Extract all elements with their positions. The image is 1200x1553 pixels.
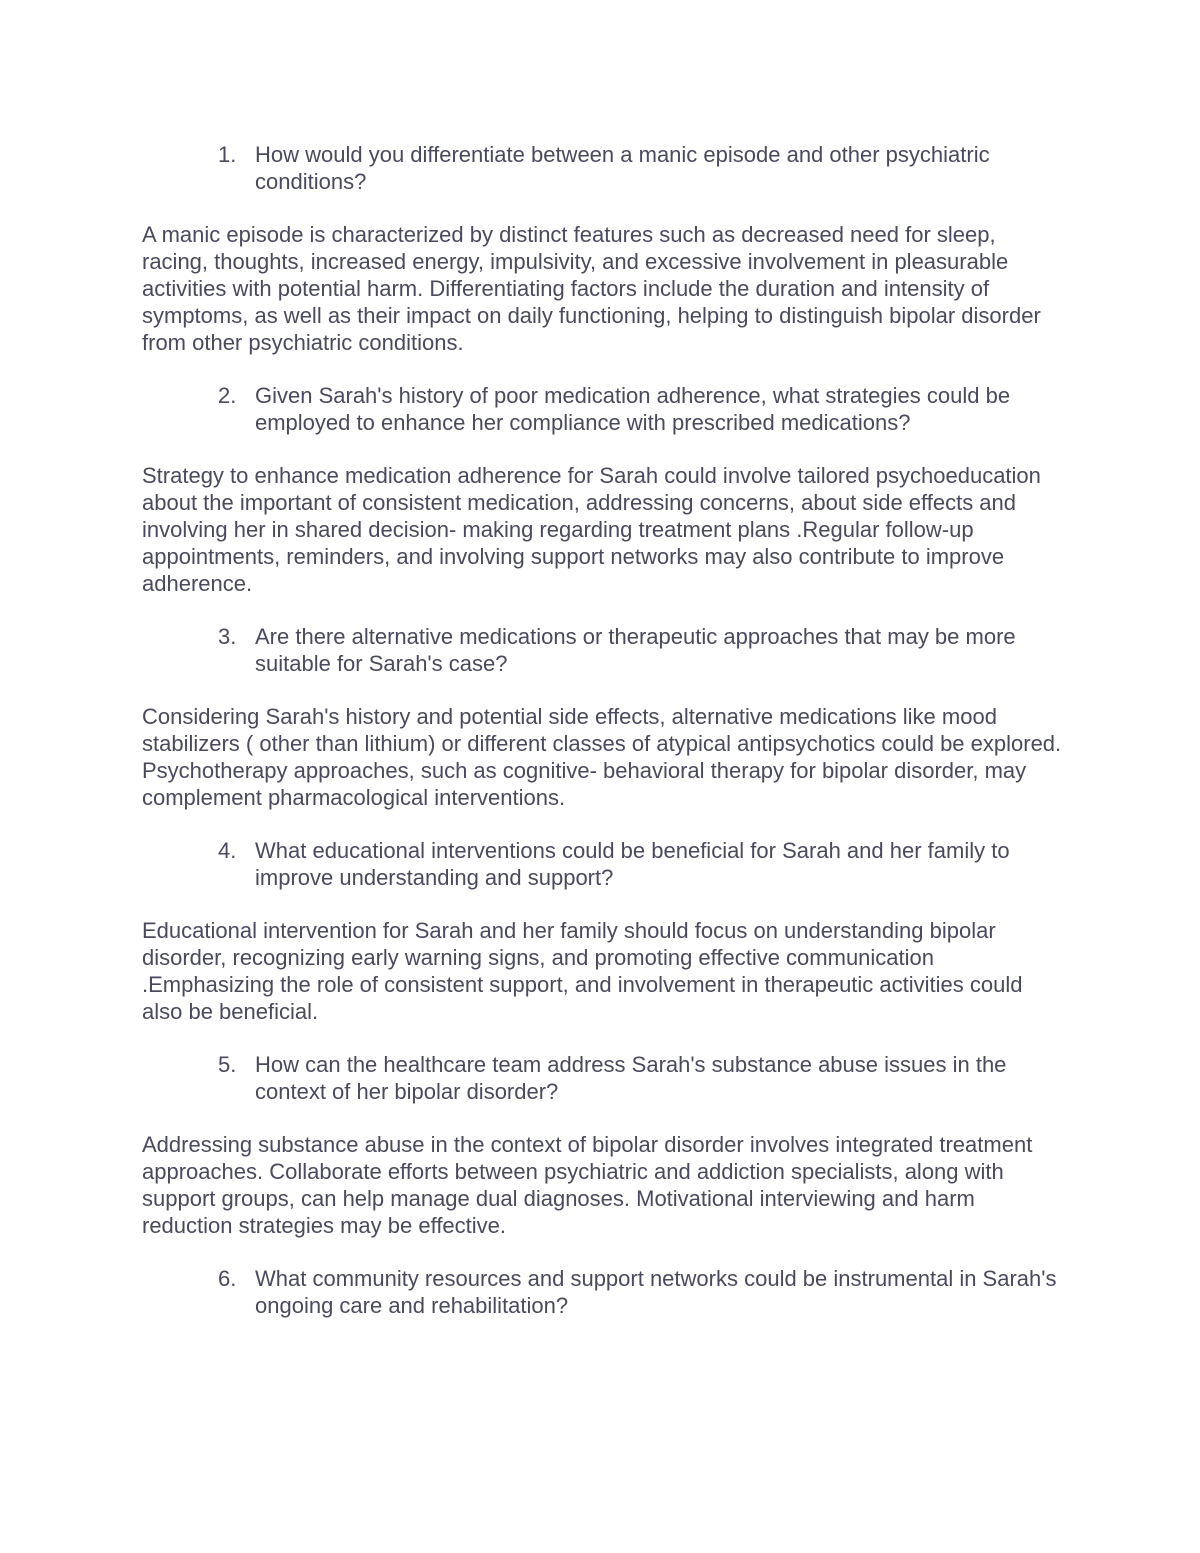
question-text: What educational interventions could be beneficial for Sarah and her family to improve understanding and support? — [255, 838, 1010, 890]
question-2 — [142, 382, 1062, 436]
question-number: 1. — [218, 142, 237, 167]
question-number: 6. — [218, 1266, 237, 1291]
question-number: 2. — [218, 383, 237, 408]
question-text: Are there alternative medications or therapeutic approaches that may be more suitable for Sarah's case? — [255, 624, 1016, 676]
question-text: How would you differentiate between a manic episode and other psychiatric conditions? — [255, 142, 990, 194]
answer-3: Considering Sarah's history and potential side effects, alternative medications like mood stabilizers ( other than lithium) or different classes of atypical antipsychotics could be explored. Psychotherapy approaches, such as cognitive- behavioral therapy for bipolar disorder, may complement pharmacological interventions. — [142, 704, 1062, 810]
question-6 — [142, 1265, 1062, 1319]
question-3 — [142, 623, 1062, 677]
document-body — [142, 141, 1062, 1345]
answer-4: Educational intervention for Sarah and her family should focus on understanding bipolar disorder, recognizing early warning signs, and promoting effective communication .Emphasizing the role of consistent support, and involvement in therapeutic activities could also be beneficial. — [142, 918, 1023, 1024]
question-text: What community resources and support networks could be instrumental in Sarah's ongoing care and rehabilitation? — [255, 1266, 1057, 1318]
answer-5: Addressing substance abuse in the context of bipolar disorder involves integrated treatment approaches. Collaborate efforts between psychiatric and addiction specialists, along with support groups, can help manage dual diagnoses. Motivational interviewing and harm reduction strategies may be effective. — [142, 1132, 1033, 1238]
question-1 — [142, 141, 1062, 195]
answer-2: Strategy to enhance medication adherence for Sarah could involve tailored psychoeducation about the important of consistent medication, addressing concerns, about side effects and involving her in shared decision- making regarding treatment plans .Regular follow-up appointments, reminders, and involving support networks may also contribute to improve adherence. — [142, 463, 1041, 596]
question-number: 4. — [218, 838, 237, 863]
question-5 — [142, 1051, 1062, 1105]
question-text: Given Sarah's history of poor medication adherence, what strategies could be employed to enhance her compliance with prescribed medications? — [255, 383, 1011, 435]
question-4 — [142, 837, 1062, 891]
question-text: How can the healthcare team address Sarah's substance abuse issues in the context of her bipolar disorder? — [255, 1052, 1007, 1104]
question-number: 5. — [218, 1052, 237, 1077]
answer-1: A manic episode is characterized by distinct features such as decreased need for sleep, racing, thoughts, increased energy, impulsivity, and excessive involvement in pleasurable activities with potential harm. Differentiating factors include the duration and intensity of symptoms, as well as their impact on daily functioning, helping to distinguish bipolar disorder from other psychiatric conditions. — [142, 222, 1041, 355]
question-number: 3. — [218, 624, 237, 649]
